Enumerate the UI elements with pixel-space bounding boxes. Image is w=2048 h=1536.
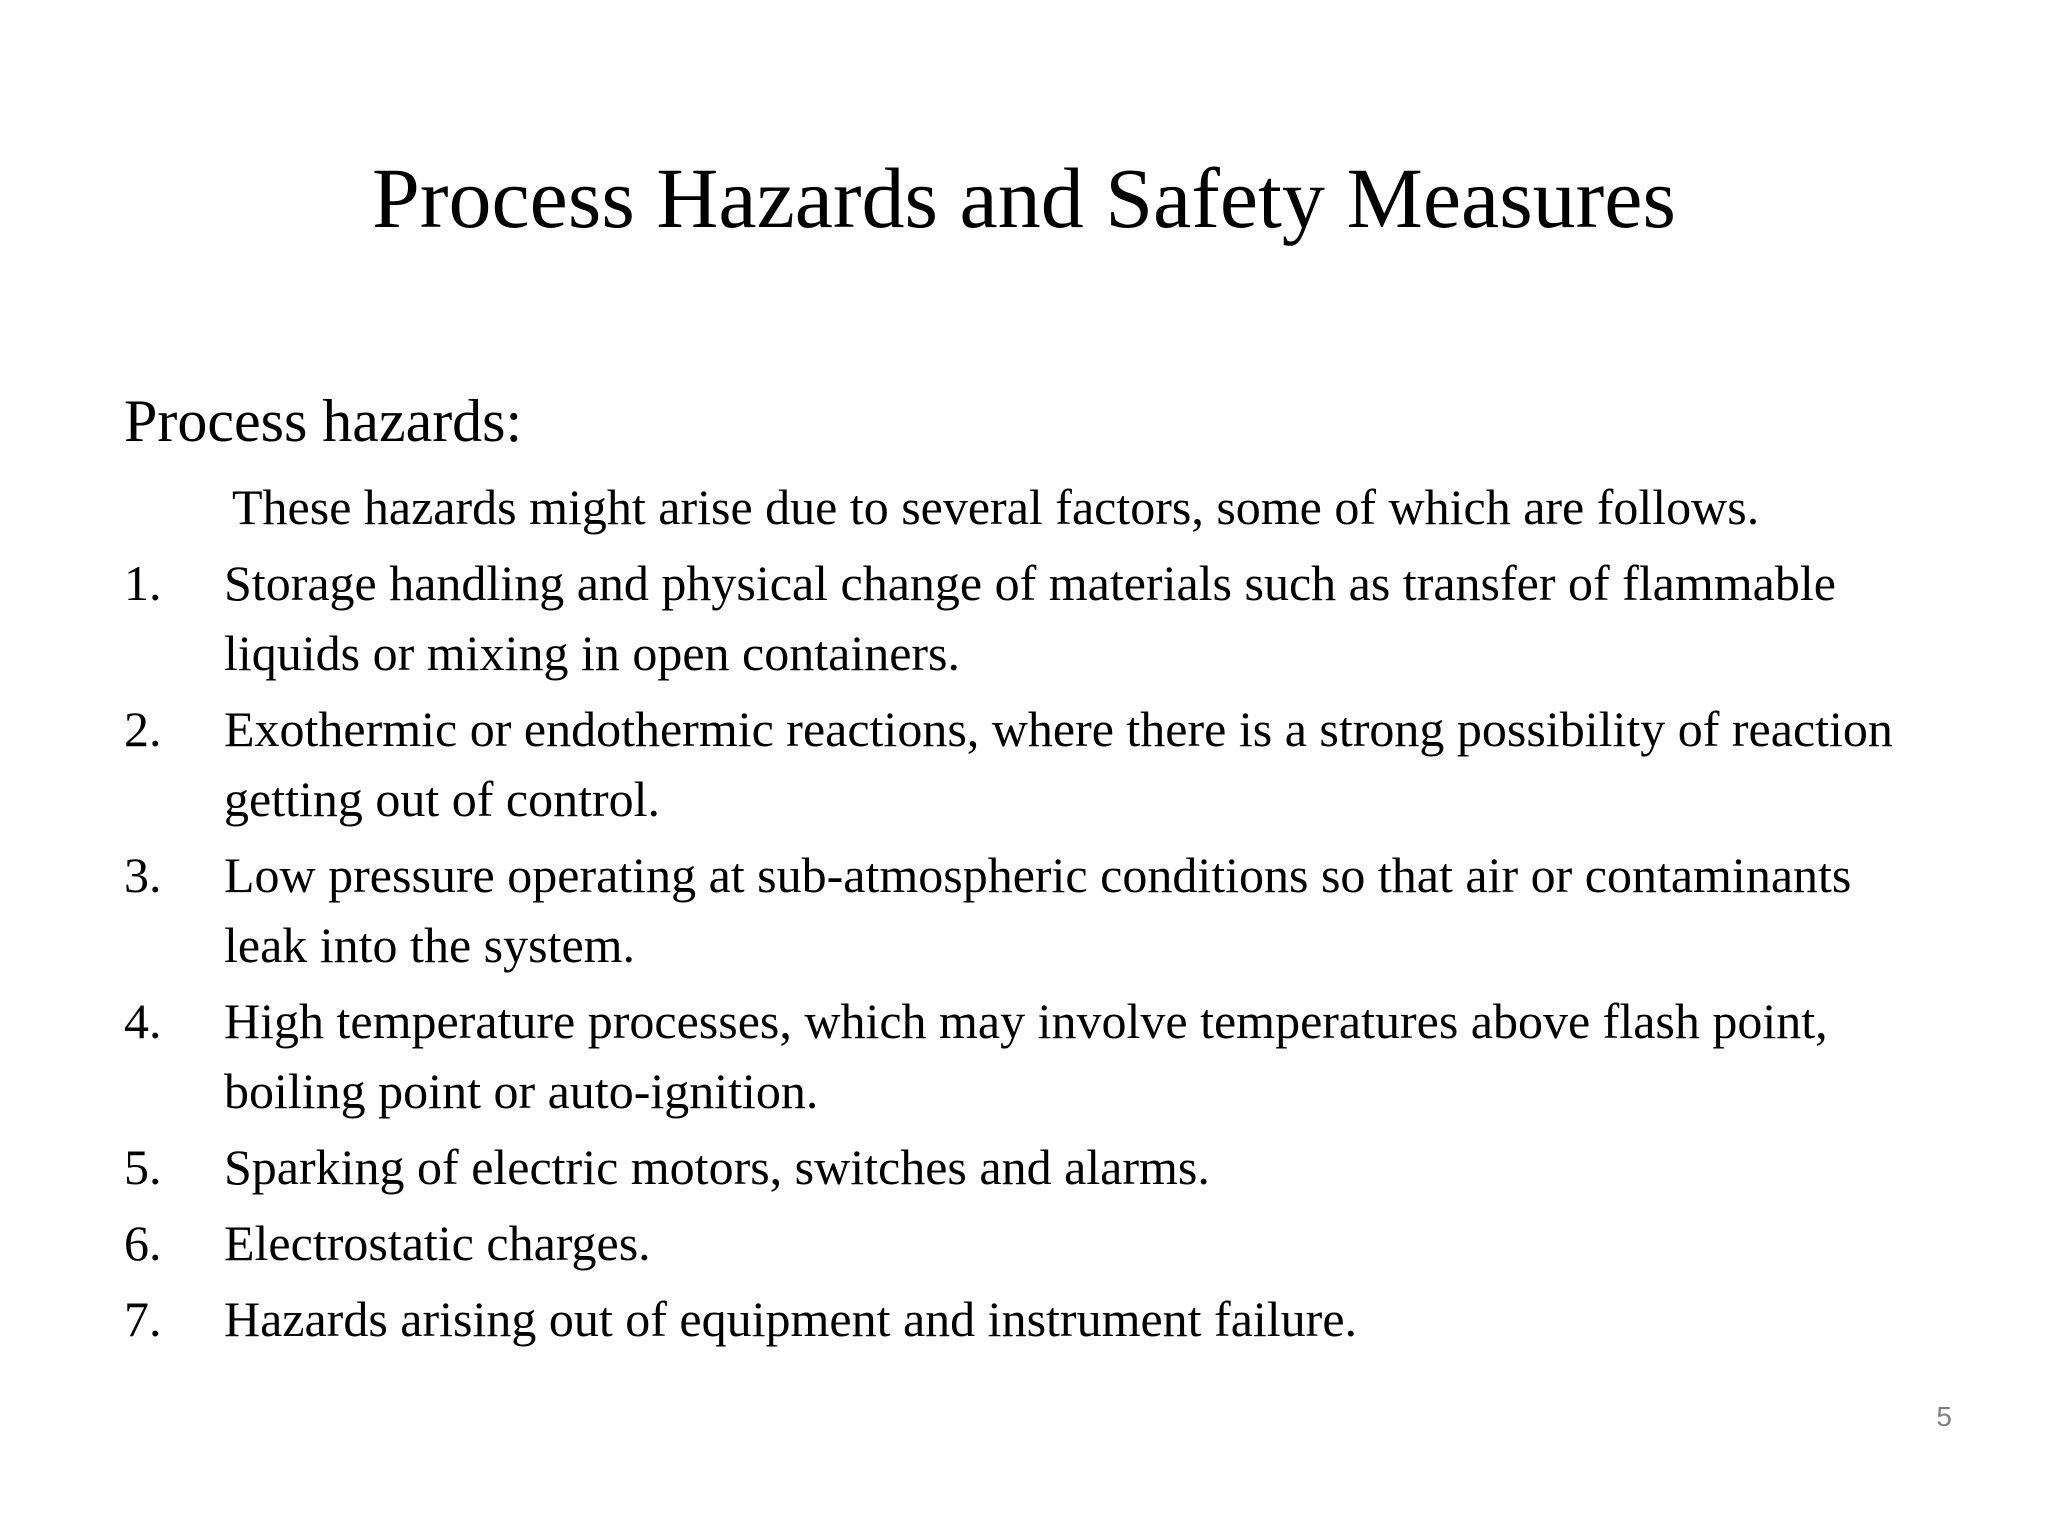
hazard-text: High temperature processes, which may involve temperatures above flash point, boiling point or auto-ignition. [224,993,1828,1119]
hazard-item-3 [124,840,1944,980]
section-heading: Process hazards: [124,388,523,454]
hazard-text: Exothermic or endothermic reactions, where there is a strong possibility of reaction getting out of control. [224,701,1893,827]
hazard-number: 4. [124,993,162,1049]
slide-title: Process Hazards and Safety Measures [372,150,1676,246]
hazard-text: Electrostatic charges. [224,1215,651,1271]
hazard-text: Sparking of electric motors, switches and alarms. [224,1139,1210,1195]
hazard-text: Hazards arising out of equipment and instrument failure. [224,1291,1358,1347]
hazard-item-2 [124,694,1944,834]
hazard-item-5 [124,1132,1944,1202]
hazard-number: 7. [124,1291,162,1347]
hazard-text: Storage handling and physical change of materials such as transfer of flammable liquids or mixing in open containers. [224,555,1836,681]
hazard-number: 3. [124,847,162,903]
intro-text: These hazards might arise due to several factors, some of which are follows. [232,479,1760,535]
hazard-number: 1. [124,555,162,611]
hazard-text: Low pressure operating at sub-atmospheric conditions so that air or contaminants leak into the system. [224,847,1852,973]
hazard-item-4 [124,986,1944,1126]
hazard-item-1 [124,548,1944,688]
hazard-item-7 [124,1284,1944,1354]
hazard-item-6 [124,1208,1944,1278]
hazard-number: 2. [124,701,162,757]
hazard-list [124,548,1944,1360]
hazard-number: 6. [124,1215,162,1271]
page-number: 5 [1936,1401,1952,1432]
hazard-number: 5. [124,1139,162,1195]
